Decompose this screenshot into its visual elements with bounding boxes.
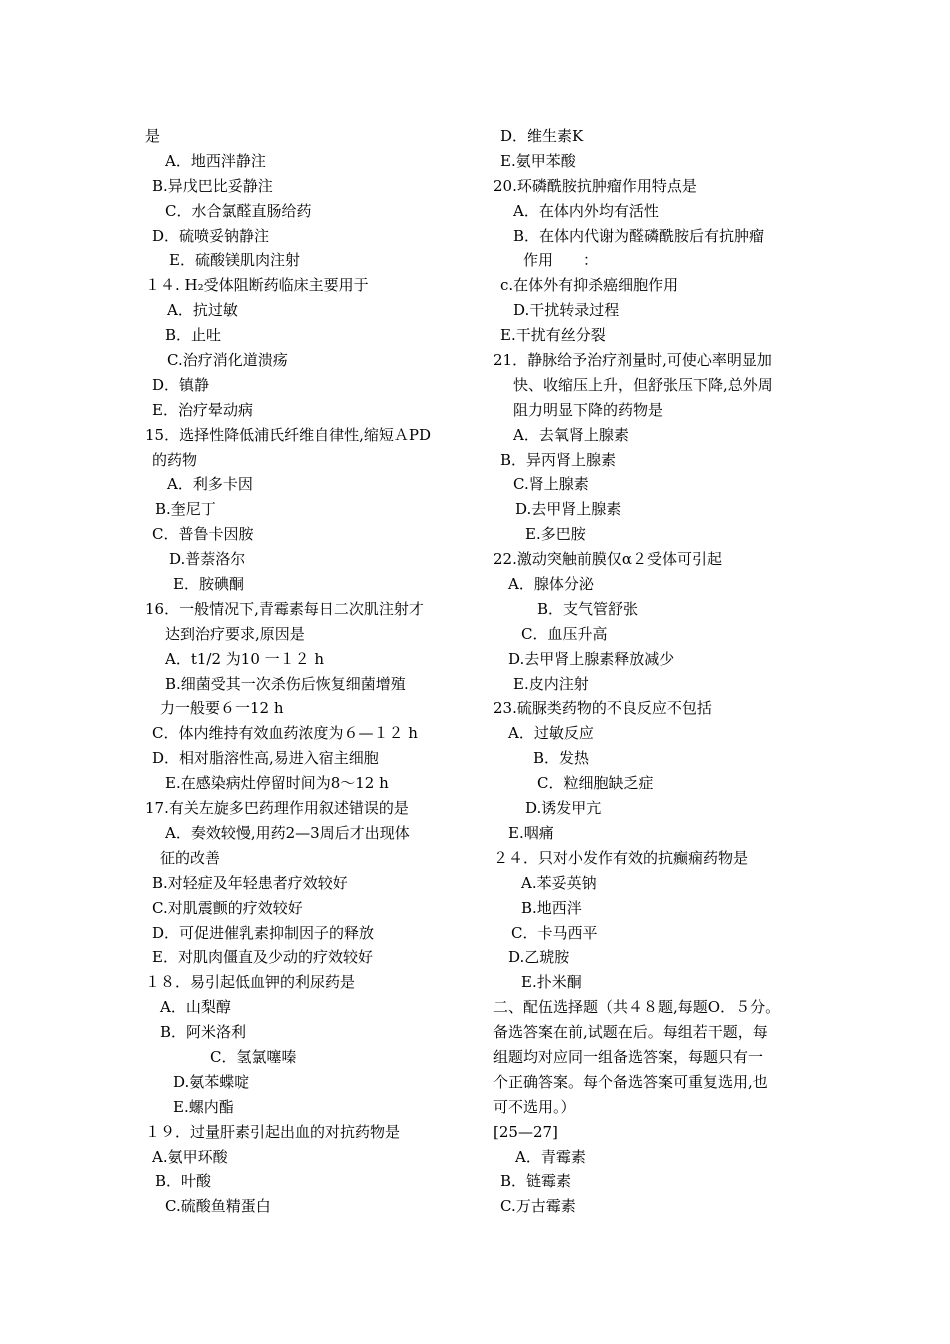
text-line: A．在体内外均有活性	[513, 201, 659, 220]
text-line: 组题均对应同一组备选答案，每题只有一	[493, 1047, 764, 1066]
text-line: 是	[145, 127, 161, 145]
text-line: B．支气管舒张	[537, 599, 639, 618]
text-line: 17.有关左旋多巴药理作用叙述错误的是	[145, 799, 409, 818]
text-line: 21．静脉给予治疗剂量时,可使心率明显加	[493, 351, 772, 370]
text-line: C．普鲁卡因胺	[152, 525, 254, 544]
text-line: A.氨甲环酸	[152, 1147, 228, 1166]
text-line: B.细菌受其一次杀伤后恢复细菌增殖	[165, 674, 406, 693]
text-line: B.对轻症及年轻患者疗效较好	[152, 873, 348, 892]
text-line: A．利多卡因	[167, 475, 253, 494]
text-line: E.扑米酮	[521, 973, 582, 992]
text-line: C．卡马西平	[511, 923, 598, 942]
text-line: D.诱发甲亢	[525, 799, 602, 818]
text-line: 征的改善	[160, 848, 221, 867]
text-line: B．异丙肾上腺素	[500, 450, 617, 469]
text-line: 的药物	[152, 450, 198, 469]
text-line: D．镇静	[152, 375, 210, 394]
text-line: D．维生素K	[500, 127, 584, 145]
text-line: １９．过量肝素引起出血的对抗药物是	[145, 1122, 401, 1141]
text-line: A．过敏反应	[508, 724, 594, 743]
text-line: C．氢氯噻嗪	[210, 1047, 297, 1066]
text-line: 个正确答案。每个备选答案可重复选用,也	[493, 1072, 768, 1091]
text-line: E.在感染病灶停留时间为8～12 h	[165, 774, 389, 793]
text-line: E.皮内注射	[513, 674, 589, 693]
text-line: E.咽痛	[508, 823, 554, 842]
text-line: 作用 ：	[523, 251, 599, 270]
text-line: 备选答案在前,试题在后。每组若干题，每	[493, 1023, 768, 1042]
text-line: E．对肌肉僵直及少动的疗效较好	[152, 948, 373, 967]
text-line: E.螺内酯	[173, 1097, 234, 1116]
text-line: 16．一般情况下,青霉素每日二次肌注射才	[145, 599, 424, 618]
text-line: B．链霉素	[500, 1172, 572, 1191]
text-line: ２４．只对小发作有效的抗癫痫药物是	[493, 848, 749, 867]
text-line: C.对肌震颤的疗效较好	[152, 898, 303, 917]
text-line: B.地西泮	[521, 898, 582, 917]
text-line: D.干扰转录过程	[513, 301, 620, 320]
text-line: C.肾上腺素	[513, 475, 589, 494]
text-line: A．腺体分泌	[508, 575, 594, 594]
text-line: A.苯妥英钠	[521, 873, 597, 892]
text-line: 23.硫脲类药物的不良反应不包括	[493, 699, 712, 718]
text-line: B．止吐	[165, 326, 222, 345]
text-line: B．在体内代谢为醛磷酰胺后有抗肿瘤	[513, 226, 765, 245]
text-line: C.硫酸鱼精蛋白	[165, 1197, 271, 1216]
right-column	[493, 124, 828, 1219]
text-line: 15．选择性降低浦氏纤维自律性,缩短ＡPD	[145, 425, 431, 444]
text-line: E．胺碘酮	[173, 575, 244, 594]
text-line: C．血压升高	[521, 624, 608, 643]
text-line: E．硫酸镁肌肉注射	[169, 251, 300, 270]
text-line: D.乙琥胺	[508, 948, 570, 967]
text-line: A．青霉素	[515, 1147, 586, 1166]
text-line: D.去甲肾上腺素	[515, 500, 622, 519]
left-column	[145, 124, 485, 1219]
text-line: D.普萘洛尔	[169, 550, 246, 569]
text-line: A．地西泮静注	[165, 151, 266, 170]
text-line: E.多巴胺	[525, 525, 586, 544]
text-line: D．相对脂溶性高,易进入宿主细胞	[152, 749, 379, 768]
text-line: A．去氧肾上腺素	[513, 425, 629, 444]
text-line: 达到治疗要求,原因是	[165, 624, 305, 643]
text-line: 20.环磷酰胺抗肿瘤作用特点是	[493, 176, 697, 195]
text-line: c.在体外有抑杀癌细胞作用	[500, 276, 679, 295]
text-line: B．阿米洛利	[160, 1023, 247, 1042]
text-line: D．可促进催乳素抑制因子的释放	[152, 923, 375, 942]
text-line: A．奏效较慢,用药2—3周后才出现体	[165, 823, 410, 842]
text-line: 快、收缩压上升，但舒张压下降,总外周	[513, 375, 773, 394]
text-line: [25—27]	[493, 1122, 558, 1141]
text-line: E.氨甲苯酸	[500, 151, 576, 170]
text-line: 二、配伍选择题（共４８题,每题O．５分。	[493, 998, 781, 1017]
text-line: C．水合氯醛直肠给药	[165, 201, 312, 220]
text-line: E．治疗晕动病	[152, 400, 253, 419]
text-line: E.干扰有丝分裂	[500, 326, 606, 345]
text-line: 可不选用。）	[493, 1097, 576, 1116]
text-line: D.氨苯蝶啶	[173, 1072, 250, 1091]
text-line: １４. H₂受体阻断药临床主要用于	[145, 276, 369, 295]
text-line: B．叶酸	[155, 1172, 212, 1191]
text-line: C．粒细胞缺乏症	[537, 774, 654, 793]
text-line: 阻力明显下降的药物是	[513, 400, 664, 419]
text-line: B.奎尼丁	[155, 500, 216, 519]
text-line: １８．易引起低血钾的利尿药是	[145, 973, 356, 992]
text-line: A．山梨醇	[160, 998, 231, 1017]
text-line: C.治疗消化道溃疡	[167, 351, 288, 370]
text-line: C.万古霉素	[500, 1197, 576, 1216]
text-line: A．t1/2 为10 一１２ h	[165, 649, 325, 668]
text-line: 22.激动突触前膜仅α２受体可引起	[493, 550, 722, 569]
text-line: C．体内维持有效血药浓度为６—１２ h	[152, 724, 418, 743]
text-line: D.去甲肾上腺素释放减少	[508, 649, 675, 668]
text-line: B.异戊巴比妥静注	[152, 176, 273, 195]
text-line: A．抗过敏	[167, 301, 238, 320]
text-line: B．发热	[533, 749, 590, 768]
text-line: 力一般要６一12 h	[160, 699, 284, 718]
text-line: D．硫喷妥钠静注	[152, 226, 270, 245]
